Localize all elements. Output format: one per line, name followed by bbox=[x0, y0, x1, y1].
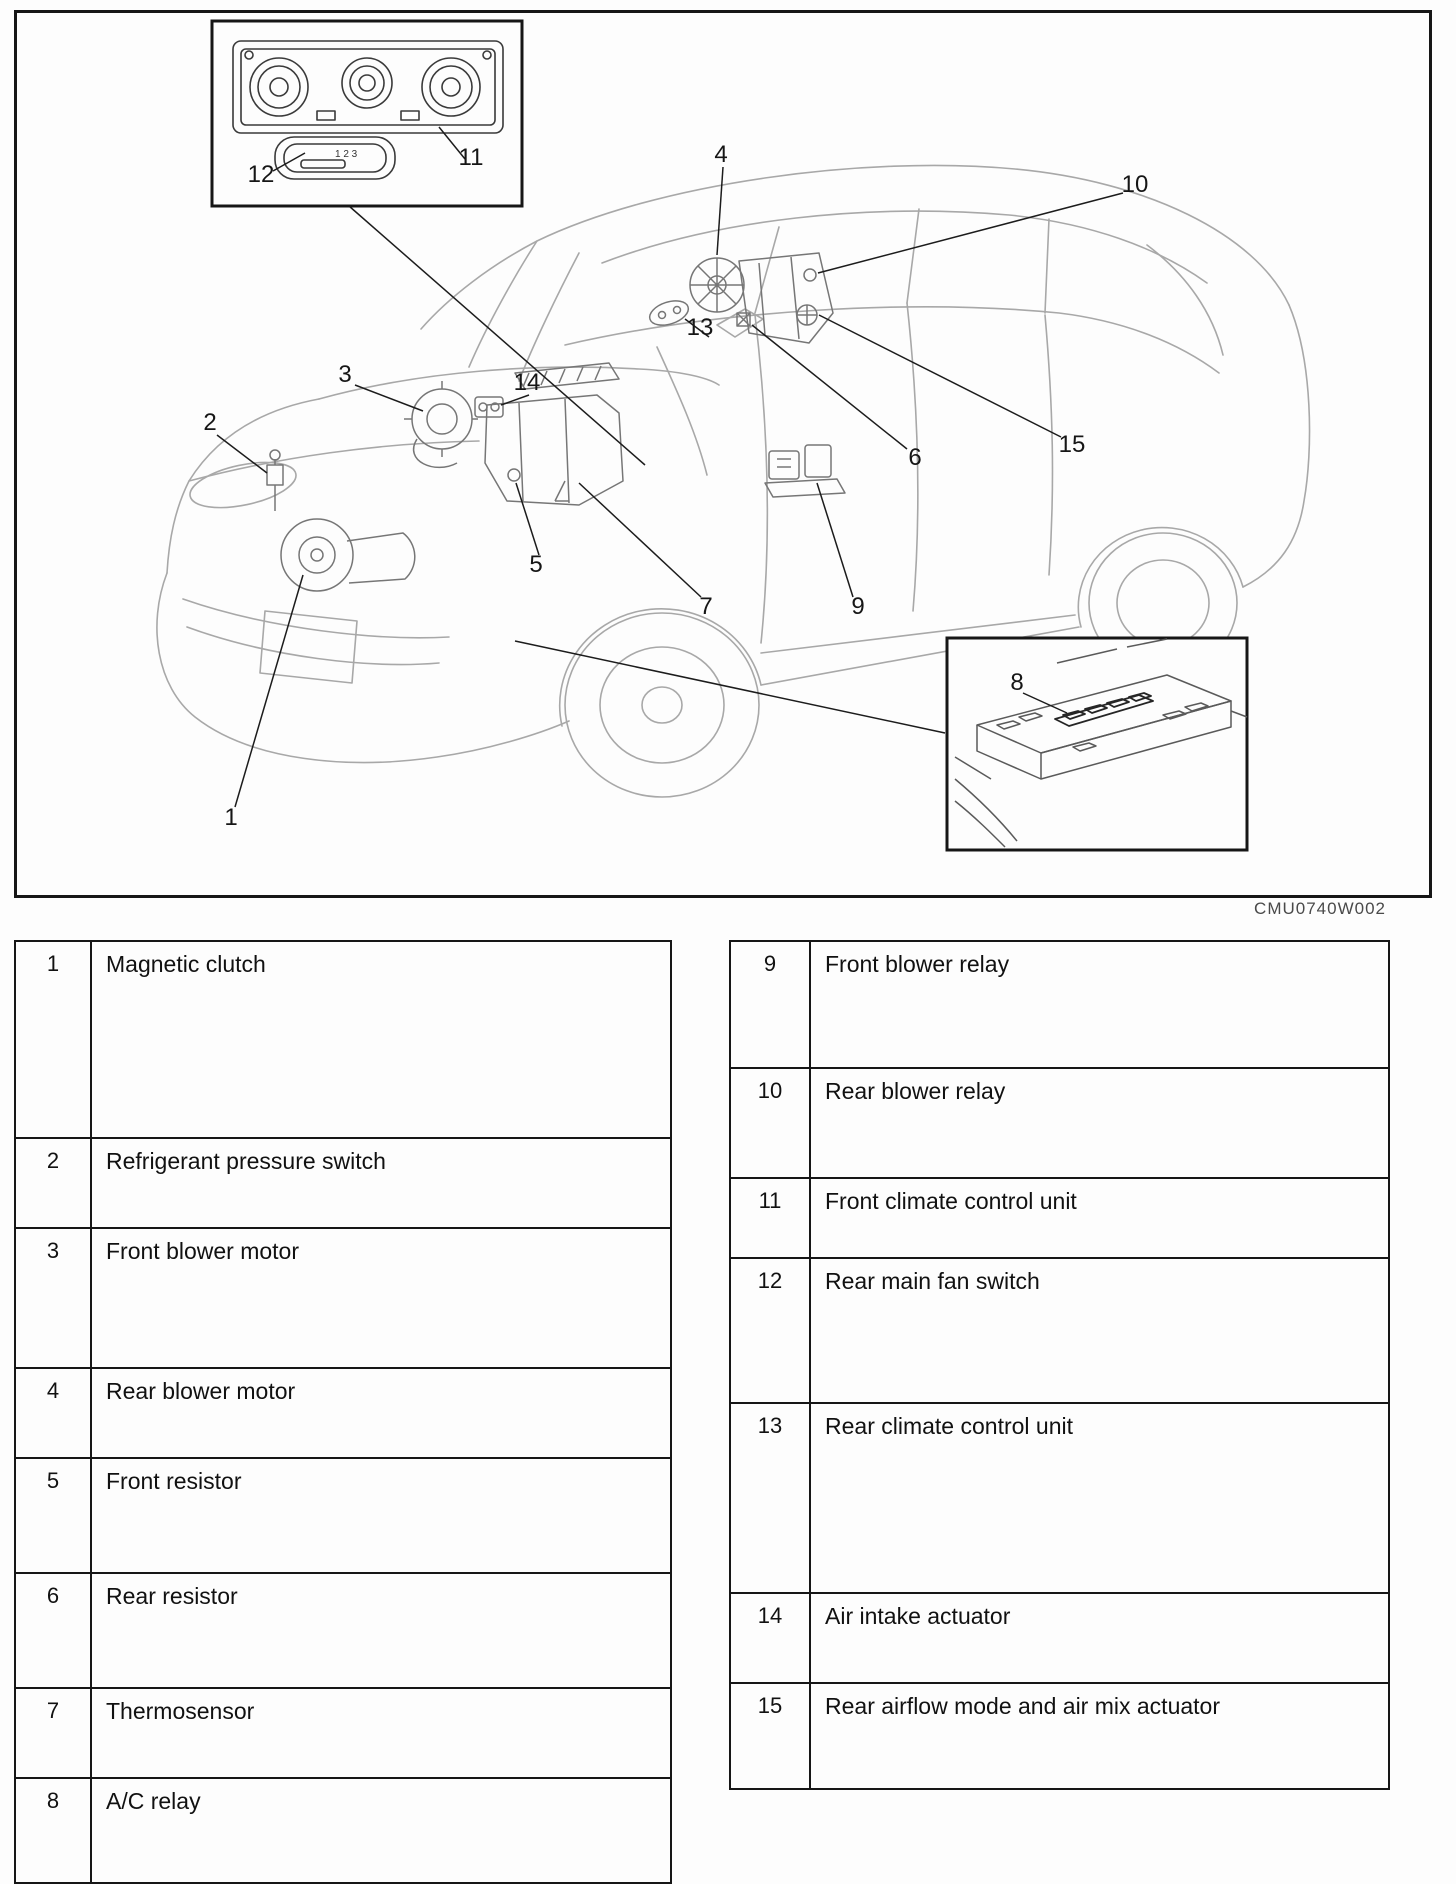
item-number: 6 bbox=[16, 1574, 92, 1687]
callout-12: 12 bbox=[247, 161, 275, 188]
item-number: 2 bbox=[16, 1139, 92, 1227]
item-number: 15 bbox=[731, 1684, 811, 1788]
figure-caption: CMU0740W002 bbox=[1254, 899, 1386, 918]
item-number: 8 bbox=[16, 1779, 92, 1882]
table-row bbox=[731, 1682, 1388, 1788]
callout-9: 9 bbox=[851, 593, 865, 620]
item-label: Air intake actuator bbox=[825, 1603, 1011, 1629]
item-label: Front blower motor bbox=[106, 1238, 300, 1264]
legend-table-left bbox=[14, 940, 672, 1884]
callout-10: 10 bbox=[1121, 171, 1149, 198]
fan-switch-scale-text: 1 2 3 bbox=[335, 149, 358, 160]
item-label: Rear resistor bbox=[106, 1583, 238, 1609]
callout-3: 3 bbox=[338, 361, 352, 388]
item-label: Front blower relay bbox=[825, 951, 1010, 977]
item-number: 1 bbox=[16, 942, 92, 1137]
item-number: 5 bbox=[16, 1459, 92, 1572]
inset-relay-box bbox=[947, 638, 1247, 850]
item-label: Front resistor bbox=[106, 1468, 242, 1494]
callout-11: 11 bbox=[458, 144, 484, 171]
table-row bbox=[16, 1457, 670, 1572]
item-label: Rear main fan switch bbox=[825, 1268, 1040, 1294]
item-label: Rear blower motor bbox=[106, 1378, 296, 1404]
item-number: 7 bbox=[16, 1689, 92, 1777]
item-label: Rear blower relay bbox=[825, 1078, 1006, 1104]
item-label: Rear airflow mode and air mix actuator bbox=[825, 1693, 1220, 1719]
item-number: 13 bbox=[731, 1404, 811, 1592]
callout-2: 2 bbox=[203, 409, 217, 436]
table-row bbox=[16, 1777, 670, 1882]
item-label: Magnetic clutch bbox=[106, 951, 266, 977]
diagram bbox=[14, 10, 1432, 898]
callout-13: 13 bbox=[686, 314, 714, 341]
item-number: 14 bbox=[731, 1594, 811, 1682]
table-row bbox=[731, 942, 1388, 1067]
callout-4: 4 bbox=[714, 141, 728, 168]
table-row bbox=[16, 1367, 670, 1457]
legend-table-right bbox=[729, 940, 1390, 1790]
callout-6: 6 bbox=[908, 444, 922, 471]
item-number: 11 bbox=[731, 1179, 811, 1257]
table-row bbox=[731, 1177, 1388, 1257]
item-number: 12 bbox=[731, 1259, 811, 1402]
table-row bbox=[16, 1137, 670, 1227]
item-number: 4 bbox=[16, 1369, 92, 1457]
item-number: 10 bbox=[731, 1069, 811, 1177]
callout-8: 8 bbox=[1010, 669, 1024, 696]
table-row bbox=[731, 1592, 1388, 1682]
item-number: 9 bbox=[731, 942, 811, 1067]
item-label: Rear climate control unit bbox=[825, 1413, 1073, 1439]
callout-7: 7 bbox=[699, 593, 713, 620]
table-row bbox=[731, 1257, 1388, 1402]
item-label: Front climate control unit bbox=[825, 1188, 1077, 1214]
callout-15: 15 bbox=[1058, 431, 1086, 458]
item-label: Thermosensor bbox=[106, 1698, 255, 1724]
callout-5: 5 bbox=[529, 551, 543, 578]
table-row bbox=[16, 1227, 670, 1367]
item-label: Refrigerant pressure switch bbox=[106, 1148, 386, 1174]
callout-14: 14 bbox=[513, 369, 541, 396]
table-row bbox=[731, 1067, 1388, 1177]
item-label: A/C relay bbox=[106, 1788, 201, 1814]
callout-1: 1 bbox=[224, 804, 238, 831]
table-row bbox=[16, 942, 670, 1137]
table-row bbox=[731, 1402, 1388, 1592]
item-number: 3 bbox=[16, 1229, 92, 1367]
table-row bbox=[16, 1572, 670, 1687]
table-row bbox=[16, 1687, 670, 1777]
